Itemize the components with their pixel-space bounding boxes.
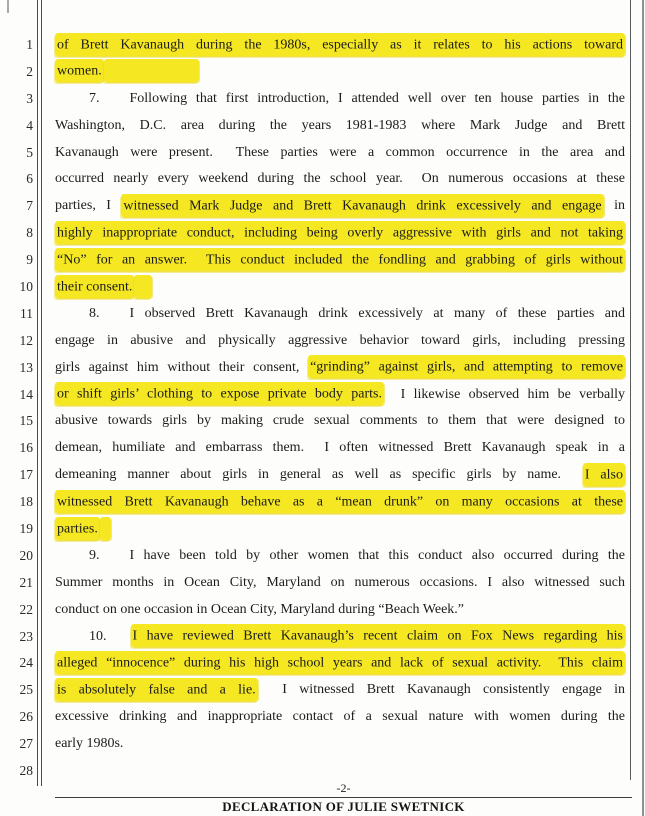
text-segment: excessive drinking and inappropriate contact of a sexual nature with women during the — [55, 709, 625, 725]
highlighted-text: of Brett Kavanaugh during the 1980s, especially as it relates to his actions toward — [55, 33, 625, 56]
line-number: 20 — [19, 547, 33, 563]
line-number: 18 — [19, 494, 33, 510]
line-number: 17 — [19, 467, 33, 483]
line-number: 19 — [19, 521, 33, 537]
line-number: 9 — [26, 252, 33, 268]
line-number: 15 — [19, 413, 33, 429]
indent-spacer — [55, 639, 89, 640]
indent-spacer — [55, 558, 89, 559]
line-number: 13 — [19, 359, 33, 375]
text-segment: girls against him without their consent, — [55, 359, 309, 375]
highlighted-text: highly inappropriate conduct, including being overly aggressive with girls and not taking — [55, 221, 625, 244]
text-segment: I observed Brett Kavanaugh drink excessively at many of these parties and — [129, 305, 625, 321]
footer-page-number: -2- — [336, 781, 351, 795]
highlighted-text: “No” for an answer. This conduct included the fondling and grabbing of girls without — [55, 248, 625, 271]
text-segment: in — [603, 198, 625, 214]
text-segment: conduct on one occasion in Ocean City, Maryland during “Beach Week.” — [55, 601, 465, 617]
text-segment: Following that first introduction, I attended well over ten house parties in the — [129, 90, 625, 106]
document-line — [55, 382, 625, 409]
highlighted-text — [134, 275, 152, 298]
pleading-left-double-rule — [37, 0, 42, 786]
document-line — [55, 274, 625, 301]
document-line — [55, 86, 625, 113]
document-line — [55, 704, 625, 731]
line-number: 14 — [19, 386, 33, 402]
document-line — [55, 731, 625, 758]
line-number: 5 — [26, 144, 33, 160]
line-number: 21 — [19, 574, 33, 590]
highlighted-text: their consent. — [55, 275, 134, 298]
line-number: 25 — [19, 682, 33, 698]
document-line — [55, 59, 625, 86]
text-lines — [55, 32, 625, 758]
text-segment: abusive towards girls by making crude sexual comments to them that were designed to — [55, 413, 625, 429]
document-line — [55, 624, 625, 651]
pleading-right-rule — [630, 0, 631, 780]
indent-spacer — [55, 101, 89, 102]
document-line — [55, 462, 625, 489]
document-line — [55, 328, 625, 355]
indent-spacer — [100, 316, 130, 317]
text-segment: demean, humiliate and embarrass them. I often witnessed Brett Kavanaugh speak in a — [55, 440, 625, 456]
line-number: 28 — [19, 763, 33, 779]
document-line — [55, 166, 625, 193]
document-line — [55, 113, 625, 140]
document-line — [55, 193, 625, 220]
document-line — [55, 677, 625, 704]
document-line — [55, 408, 625, 435]
document-line — [55, 543, 625, 570]
document-line — [55, 435, 625, 462]
line-number: 3 — [26, 90, 33, 106]
line-number: 7 — [26, 198, 33, 214]
highlighted-text: or shift girls’ clothing to expose private body parts. — [55, 382, 384, 405]
highlighted-text — [104, 59, 199, 82]
text-segment: Summer months in Ocean City, Maryland on numerous occasions. I also witnessed such — [55, 574, 625, 590]
highlighted-text: I have reviewed Brett Kavanaugh’s recent claim on Fox News regarding his — [131, 624, 626, 647]
text-segment: parties, I — [55, 198, 122, 214]
line-number: 4 — [26, 117, 33, 133]
document-line — [55, 247, 625, 274]
line-number: 23 — [19, 628, 33, 644]
highlighted-text: “grinding” against girls, and attempting to remove — [308, 355, 625, 378]
line-number: 12 — [19, 332, 33, 348]
text-segment: I likewise observed him be verbally — [383, 386, 626, 402]
highlighted-text: witnessed Brett Kavanaugh behave as a “mean drunk” on many occasions at these — [55, 490, 625, 513]
highlighted-text: I also — [583, 463, 625, 486]
document-line — [55, 570, 625, 597]
highlighted-text: parties. — [55, 517, 100, 540]
line-number: 6 — [26, 171, 33, 187]
indent-spacer — [107, 639, 131, 640]
line-number-column — [0, 32, 33, 785]
text-segment: Kavanaugh were present. These parties were a common occurrence in the area and — [55, 144, 625, 160]
line-number: 10 — [19, 279, 33, 295]
scan-artifact — [7, 0, 9, 13]
text-segment: early 1980s. — [55, 736, 124, 752]
text-segment: 9. — [89, 547, 100, 563]
text-segment: demeaning manner about girls in general as well as specific girls by name. — [55, 467, 583, 483]
text-segment: 10. — [89, 628, 107, 644]
line-number: 1 — [26, 37, 33, 52]
footer-rule — [55, 797, 632, 798]
footer-document-title: DECLARATION OF JULIE SWETNICK — [222, 799, 465, 814]
highlighted-text — [100, 517, 111, 540]
indent-spacer — [100, 101, 130, 102]
document-line — [55, 516, 625, 543]
highlighted-text: is absolutely false and a lie. — [55, 678, 258, 701]
text-segment: engage in abusive and physically aggressive behavior toward girls, including pressing — [55, 332, 625, 348]
document-line — [55, 650, 625, 677]
highlighted-text: witnessed Mark Judge and Brett Kavanaugh drink excessively and engage — [121, 194, 603, 217]
text-segment: I witnessed Brett Kavanaugh consistently engage in — [257, 682, 625, 698]
indent-spacer — [100, 558, 130, 559]
highlighted-text: women. — [55, 59, 104, 82]
document-line — [55, 489, 625, 516]
text-segment: Washington, D.C. area during the years 1981-1983 where Mark Judge and Brett — [55, 117, 625, 133]
document-line — [55, 140, 625, 167]
text-segment: 8. — [89, 305, 100, 321]
document-line — [55, 301, 625, 328]
document-line — [55, 32, 625, 59]
highlighted-text: alleged “innocence” during his high school years and lack of sexual activity. This claim — [55, 651, 625, 674]
line-number: 11 — [20, 305, 33, 321]
text-segment: 7. — [89, 90, 100, 106]
indent-spacer — [55, 316, 89, 317]
text-segment: I have been told by other women that this conduct also occurred during the — [129, 547, 625, 563]
line-number: 27 — [19, 736, 33, 752]
line-number: 2 — [26, 63, 33, 79]
line-number: 26 — [19, 709, 33, 725]
line-number: 8 — [26, 225, 33, 241]
document-line — [55, 597, 625, 624]
text-segment: occurred nearly every weekend during the school year. On numerous occasions at these — [55, 171, 625, 187]
scan-edge — [642, 0, 644, 816]
document-line — [55, 220, 625, 247]
document-line — [55, 355, 625, 382]
line-number: 24 — [19, 655, 33, 671]
line-number: 16 — [19, 440, 33, 456]
line-number: 22 — [19, 601, 33, 617]
